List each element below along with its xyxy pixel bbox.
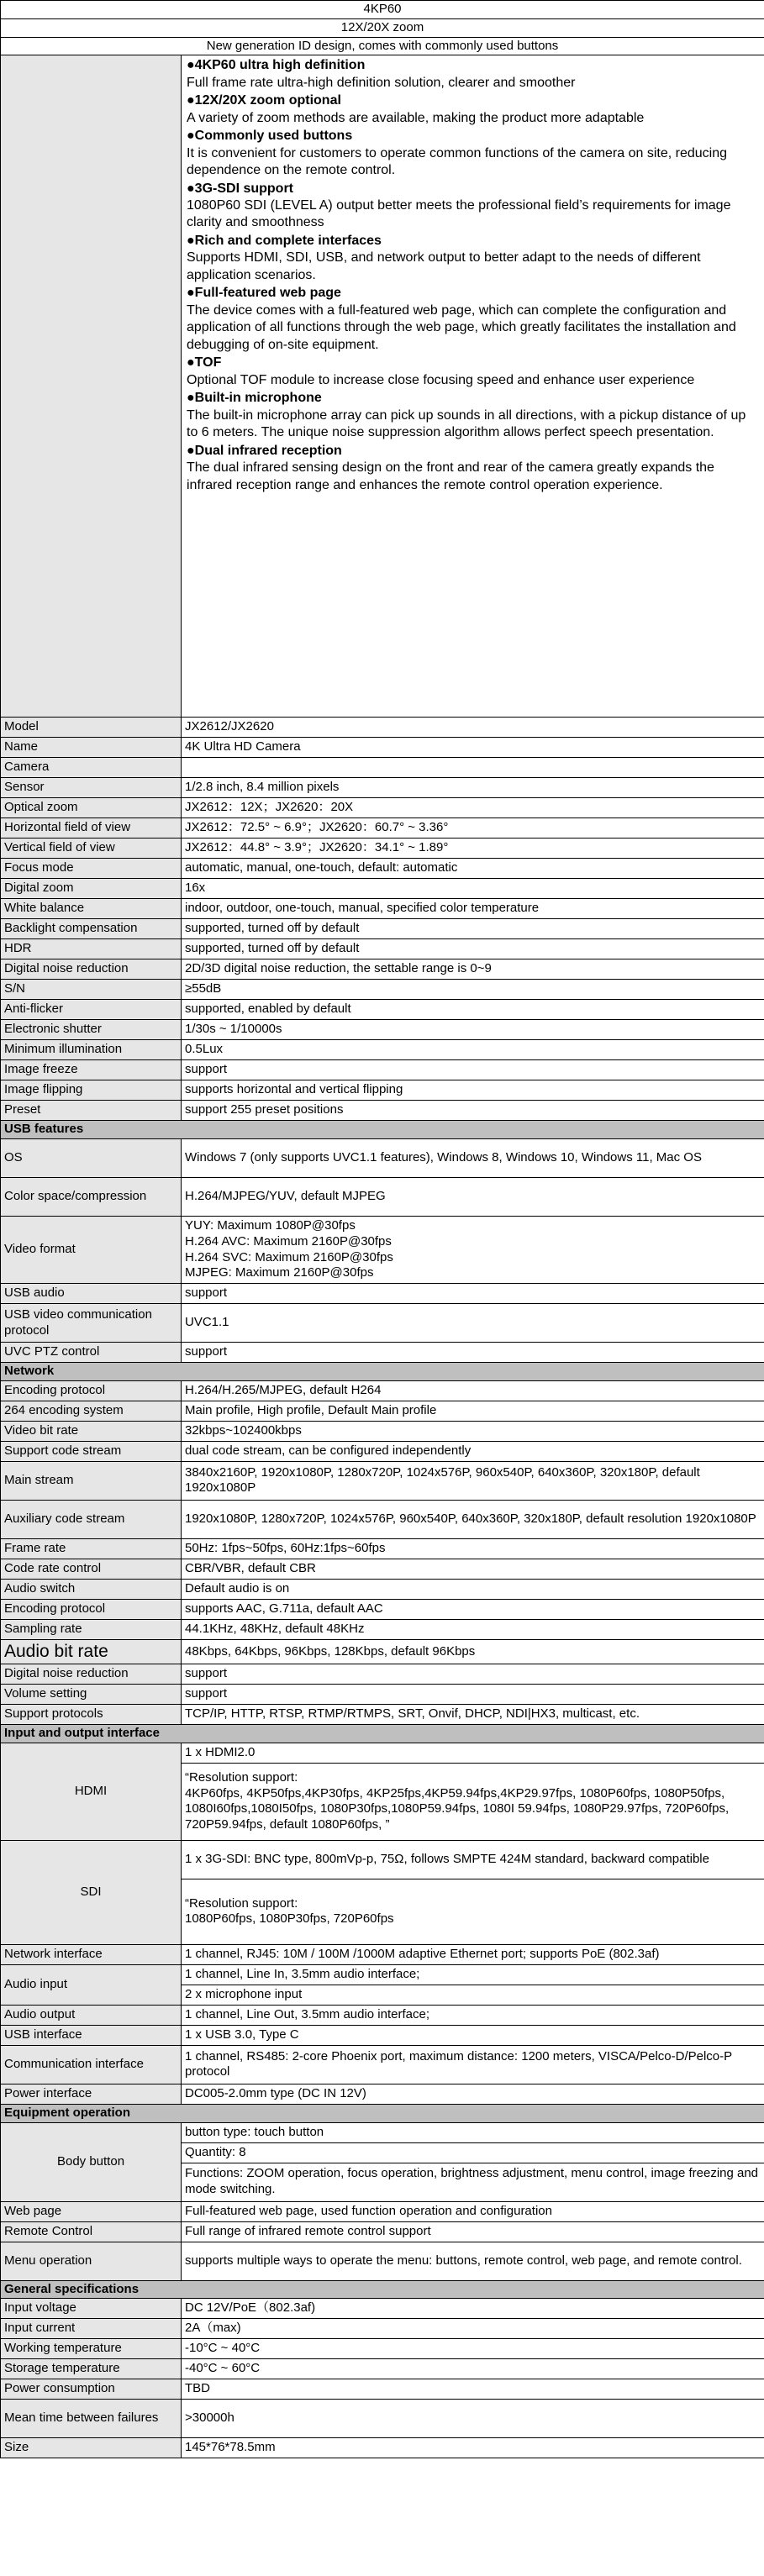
feature-title: ●Commonly used buttons (187, 129, 353, 144)
spec-value: 1 channel, RJ45: 10M / 100M /1000M adaptive Ethernet port; supports PoE (802.3af) (182, 1944, 764, 1964)
spec-label: Audio input (1, 1964, 182, 2005)
features-image-placeholder (1, 55, 182, 718)
spec-label: USB video communication protocol (1, 1304, 182, 1343)
spec-label: Body button (1, 2122, 182, 2201)
section-header (1, 1725, 764, 1743)
section-title: USB features (1, 1121, 764, 1139)
spec-row (1, 1964, 764, 1985)
spec-row (1, 1139, 764, 1178)
spec-value: 2D/3D digital noise reduction, the settable range is 0~9 (182, 959, 764, 980)
spec-value: supported, enabled by default (182, 1000, 764, 1020)
spec-row (1, 1284, 764, 1304)
page-subtitle: New generation ID design, comes with commonly used buttons (1, 37, 764, 55)
spec-label: Input current (1, 2319, 182, 2339)
spec-value: supported, turned off by default (182, 919, 764, 939)
spec-value: support (182, 1685, 764, 1705)
section-title: Equipment operation (1, 2104, 764, 2122)
spec-value: YUY: Maximum 1080P@30fps H.264 AVC: Maximum 2160P@30fps H.264 SVC: Maximum 2160P@30fps MJPEG: Maximum 2160P@30fps (182, 1217, 764, 1284)
spec-label: Digital noise reduction (1, 1664, 182, 1685)
spec-label: Mean time between failures (1, 2400, 182, 2438)
feature-description: Supports HDMI, SDI, USB, and network output to better adapt to the needs of different application scenarios. (187, 250, 701, 282)
spec-row (1, 1080, 764, 1101)
spec-label: Storage temperature (1, 2359, 182, 2379)
spec-row (1, 1559, 764, 1579)
spec-value: 1/30s ~ 1/10000s (182, 1020, 764, 1040)
spec-row (1, 2379, 764, 2400)
spec-value: Main profile, High profile, Default Main profile (182, 1401, 764, 1421)
spec-label: Video format (1, 1217, 182, 1284)
spec-value: 1/2.8 inch, 8.4 million pixels (182, 778, 764, 798)
spec-value: 1 x USB 3.0, Type C (182, 2025, 764, 2045)
spec-label: Network interface (1, 1944, 182, 1964)
spec-row (1, 1500, 764, 1538)
section-header (1, 2280, 764, 2299)
spec-row (1, 939, 764, 959)
section-title: General specifications (1, 2280, 764, 2299)
feature-title: ●Dual infrared reception (187, 443, 342, 458)
spec-label: White balance (1, 899, 182, 919)
spec-row (1, 2339, 764, 2359)
spec-value: 50Hz: 1fps~50fps, 60Hz:1fps~60fps (182, 1538, 764, 1559)
spec-label: USB audio (1, 1284, 182, 1304)
spec-row (1, 1040, 764, 1060)
section-header (1, 1363, 764, 1381)
spec-value: automatic, manual, one-touch, default: automatic (182, 859, 764, 879)
spec-label: Size (1, 2438, 182, 2458)
spec-row (1, 1380, 764, 1401)
spec-label: Sensor (1, 778, 182, 798)
spec-label: Model (1, 718, 182, 738)
spec-value: CBR/VBR, default CBR (182, 1559, 764, 1579)
spec-value: UVC1.1 (182, 1304, 764, 1343)
spec-row (1, 1944, 764, 1964)
spec-row (1, 1441, 764, 1461)
spec-label: Input voltage (1, 2299, 182, 2319)
spec-label: UVC PTZ control (1, 1343, 182, 1363)
spec-label: Preset (1, 1101, 182, 1121)
feature-title: ●Rich and complete interfaces (187, 233, 382, 248)
feature-description: It is convenient for customers to operate common functions of the camera on site, reducing dependence on the remote control. (187, 145, 727, 178)
spec-row (1, 1000, 764, 1020)
spec-value: support (182, 1343, 764, 1363)
section-header (1, 2104, 764, 2122)
spec-label: Image flipping (1, 1080, 182, 1101)
spec-row (1, 2084, 764, 2104)
spec-value: JX2612/JX2620 (182, 718, 764, 738)
spec-value: 3840x2160P, 1920x1080P, 1280x720P, 1024x576P, 960x540P, 640x360P, 320x180P, default 1920x1080P (182, 1461, 764, 1500)
spec-row (1, 1020, 764, 1040)
spec-row (1, 2025, 764, 2045)
spec-label: USB interface (1, 2025, 182, 2045)
spec-value: 1 channel, Line Out, 3.5mm audio interface; (182, 2005, 764, 2025)
spec-row (1, 959, 764, 980)
spec-value: TCP/IP, HTTP, RTSP, RTMP/RTMPS, SRT, Onvif, DHCP, NDI|HX3, multicast, etc. (182, 1705, 764, 1725)
feature-title: ●12X/20X zoom optional (187, 93, 341, 108)
spec-value: 1 channel, Line In, 3.5mm audio interface; (182, 1964, 764, 1985)
spec-value: -10°C ~ 40°C (182, 2339, 764, 2359)
spec-label: Working temperature (1, 2339, 182, 2359)
spec-value: 48Kbps, 64Kbps, 96Kbps, 128Kbps, default 96Kbps (182, 1639, 764, 1664)
spec-value: indoor, outdoor, one-touch, manual, specified color temperature (182, 899, 764, 919)
spec-row (1, 1599, 764, 1619)
spec-label: Video bit rate (1, 1421, 182, 1441)
subtitle-row (1, 37, 764, 55)
spec-row (1, 2299, 764, 2319)
spec-row (1, 2122, 764, 2142)
spec-value: dual code stream, can be configured independently (182, 1441, 764, 1461)
spec-value: 2 x microphone input (182, 1985, 764, 2005)
spec-value: JX2612：12X；JX2620：20X (182, 798, 764, 818)
spec-row (1, 839, 764, 859)
spec-row (1, 1060, 764, 1080)
feature-description: Full frame rate ultra-high definition solution, clearer and smoother (187, 75, 576, 90)
spec-label: Horizontal field of view (1, 818, 182, 839)
spec-row (1, 718, 764, 738)
spec-row (1, 2319, 764, 2339)
spec-label: HDR (1, 939, 182, 959)
spec-value: Quantity: 8 (182, 2142, 764, 2163)
spec-row (1, 980, 764, 1000)
spec-label: Web page (1, 2201, 182, 2221)
spec-label: Vertical field of view (1, 839, 182, 859)
spec-label: Volume setting (1, 1685, 182, 1705)
spec-label: Digital zoom (1, 879, 182, 899)
feature-description: The device comes with a full-featured web page, which can complete the configuration and application of all functions through the web page, which greatly facilitates the installation and debugging of on-site equipment. (187, 302, 736, 352)
spec-row (1, 1101, 764, 1121)
spec-label: Name (1, 738, 182, 758)
spec-row (1, 798, 764, 818)
spec-label: Audio bit rate (1, 1639, 182, 1664)
spec-row (1, 2359, 764, 2379)
spec-value: Windows 7 (only supports UVC1.1 features), Windows 8, Windows 10, Windows 11, Mac OS (182, 1139, 764, 1178)
spec-value: 0.5Lux (182, 1040, 764, 1060)
feature-description: The dual infrared sensing design on the front and rear of the camera greatly expands the infrared reception range and enhances the remote control operation experience. (187, 460, 714, 492)
spec-value: support (182, 1060, 764, 1080)
zoom-row (1, 18, 764, 37)
spec-value: H.264/MJPEG/YUV, default MJPEG (182, 1178, 764, 1217)
spec-label: Sampling rate (1, 1619, 182, 1639)
spec-value: 1 x 3G-SDI: BNC type, 800mVp-p, 75Ω, follows SMPTE 424M standard, backward compatible (182, 1840, 764, 1879)
spec-value: 16x (182, 879, 764, 899)
features-row (1, 55, 764, 718)
spec-value: JX2612：72.5° ~ 6.9°；JX2620：60.7° ~ 3.36° (182, 818, 764, 839)
spec-row (1, 1705, 764, 1725)
spec-row (1, 1685, 764, 1705)
spec-value: support (182, 1664, 764, 1685)
spec-row (1, 1343, 764, 1363)
spec-row (1, 2400, 764, 2438)
features-list (182, 55, 764, 718)
spec-value: 44.1KHz, 48KHz, default 48KHz (182, 1619, 764, 1639)
spec-label: Digital noise reduction (1, 959, 182, 980)
spec-label: Camera (1, 758, 182, 778)
spec-row (1, 2201, 764, 2221)
spec-value: supports horizontal and vertical flipping (182, 1080, 764, 1101)
spec-row (1, 2221, 764, 2242)
section-title: Network (1, 1363, 764, 1381)
spec-row (1, 1743, 764, 1763)
title-row (1, 1, 764, 19)
spec-label: Optical zoom (1, 798, 182, 818)
spec-row (1, 1217, 764, 1284)
spec-row (1, 818, 764, 839)
spec-value: Full range of infrared remote control support (182, 2221, 764, 2242)
spec-row (1, 1461, 764, 1500)
spec-label: Support code stream (1, 1441, 182, 1461)
spec-value: 32kbps~102400kbps (182, 1421, 764, 1441)
spec-label: Anti-flicker (1, 1000, 182, 1020)
spec-row (1, 758, 764, 778)
spec-value: JX2612：44.8° ~ 3.9°；JX2620：34.1° ~ 1.89° (182, 839, 764, 859)
spec-row (1, 1664, 764, 1685)
feature-description: 1080P60 SDI (LEVEL A) output better meets the professional field’s requirements for image clarity and smoothness (187, 198, 731, 230)
spec-label: Electronic shutter (1, 1020, 182, 1040)
feature-title: ●Built-in microphone (187, 391, 322, 406)
feature-title: ●TOF (187, 355, 222, 371)
spec-label: Main stream (1, 1461, 182, 1500)
section-header (1, 1121, 764, 1139)
spec-row (1, 1538, 764, 1559)
spec-label: Communication interface (1, 2045, 182, 2084)
spec-row (1, 1579, 764, 1599)
spec-label: Audio switch (1, 1579, 182, 1599)
spec-value: Default audio is on (182, 1579, 764, 1599)
spec-label: Frame rate (1, 1538, 182, 1559)
spec-label: SDI (1, 1840, 182, 1944)
spec-label: Support protocols (1, 1705, 182, 1725)
feature-title: ●4KP60 ultra high definition (187, 58, 366, 73)
spec-value: 1 x HDMI2.0 (182, 1743, 764, 1763)
spec-value: DC 12V/PoE（802.3af) (182, 2299, 764, 2319)
spec-row (1, 879, 764, 899)
spec-value: H.264/H.265/MJPEG, default H264 (182, 1380, 764, 1401)
spec-label: Power consumption (1, 2379, 182, 2400)
model-title: 4KP60 (1, 1, 764, 19)
spec-value: TBD (182, 2379, 764, 2400)
spec-label: Focus mode (1, 859, 182, 879)
spec-label: Encoding protocol (1, 1380, 182, 1401)
spec-label: Auxiliary code stream (1, 1500, 182, 1538)
spec-row (1, 1304, 764, 1343)
spec-label: Menu operation (1, 2242, 182, 2280)
spec-value: ≥55dB (182, 980, 764, 1000)
zoom-title: 12X/20X zoom (1, 18, 764, 37)
spec-row (1, 1421, 764, 1441)
spec-row (1, 1840, 764, 1879)
feature-description: Optional TOF module to increase close focusing speed and enhance user experience (187, 372, 695, 387)
spec-row (1, 1619, 764, 1639)
spec-label: S/N (1, 980, 182, 1000)
spec-label: HDMI (1, 1743, 182, 1840)
spec-row (1, 2242, 764, 2280)
spec-label: Minimum illumination (1, 1040, 182, 1060)
spec-row (1, 2005, 764, 2025)
spec-label: Power interface (1, 2084, 182, 2104)
feature-title: ●Full-featured web page (187, 286, 341, 301)
feature-description: A variety of zoom methods are available, making the product more adaptable (187, 110, 645, 125)
spec-value: 1920x1080P, 1280x720P, 1024x576P, 960x540P, 640x360P, 320x180P, default resolution 1920x1080P (182, 1500, 764, 1538)
spec-row (1, 1401, 764, 1421)
spec-row (1, 2045, 764, 2084)
spec-label: Color space/compression (1, 1178, 182, 1217)
spec-label: Audio output (1, 2005, 182, 2025)
spec-row (1, 919, 764, 939)
spec-value: 4K Ultra HD Camera (182, 738, 764, 758)
spec-value: Functions: ZOOM operation, focus operation, brightness adjustment, menu control, image freezing and mode switching. (182, 2163, 764, 2201)
spec-value: 2A（max) (182, 2319, 764, 2339)
spec-value: -40°C ~ 60°C (182, 2359, 764, 2379)
spec-label: Remote Control (1, 2221, 182, 2242)
spec-value: support (182, 1284, 764, 1304)
spec-row (1, 1639, 764, 1664)
spec-value: supports AAC, G.711a, default AAC (182, 1599, 764, 1619)
spec-label: 264 encoding system (1, 1401, 182, 1421)
spec-value: button type: touch button (182, 2122, 764, 2142)
spec-value (182, 758, 764, 778)
spec-label: OS (1, 1139, 182, 1178)
spec-value: >30000h (182, 2400, 764, 2438)
spec-label: Backlight compensation (1, 919, 182, 939)
spec-value: 145*76*78.5mm (182, 2438, 764, 2458)
spec-label: Code rate control (1, 1559, 182, 1579)
spec-row (1, 1178, 764, 1217)
section-title: Input and output interface (1, 1725, 764, 1743)
spec-value: Full-featured web page, used function operation and configuration (182, 2201, 764, 2221)
spec-label: Image freeze (1, 1060, 182, 1080)
spec-value: supported, turned off by default (182, 939, 764, 959)
spec-value: supports multiple ways to operate the menu: buttons, remote control, web page, and remote control. (182, 2242, 764, 2280)
feature-title: ●3G-SDI support (187, 181, 293, 196)
spec-row (1, 2438, 764, 2458)
spec-row (1, 738, 764, 758)
spec-value: “Resolution support: 4KP60fps, 4KP50fps,4KP30fps, 4KP25fps,4KP59.94fps,4KP29.97fps, 1080P60fps, 1080P50fps, 1080I60fps,1080I50fps, 1080P30fps,1080P59.94fps, 1080I 59.94fps, 1080P29.97fps, 720P60fps, 720P59.94fps, default 1080P60fps, ” (182, 1763, 764, 1840)
spec-value: DC005-2.0mm type (DC IN 12V) (182, 2084, 764, 2104)
spec-value: “Resolution support: 1080P60fps, 1080P30fps, 720P60fps (182, 1879, 764, 1944)
feature-description: The built-in microphone array can pick up sounds in all directions, with a pickup distance of up to 6 meters. The unique noise suppression algorithm allows perfect speech presentation. (187, 407, 746, 440)
spec-value: 1 channel, RS485: 2-core Phoenix port, maximum distance: 1200 meters, VISCA/Pelco-D/Pelco-P protocol (182, 2045, 764, 2084)
spec-label: Encoding protocol (1, 1599, 182, 1619)
spec-row (1, 778, 764, 798)
spec-row (1, 859, 764, 879)
spec-row (1, 899, 764, 919)
spec-value: support 255 preset positions (182, 1101, 764, 1121)
